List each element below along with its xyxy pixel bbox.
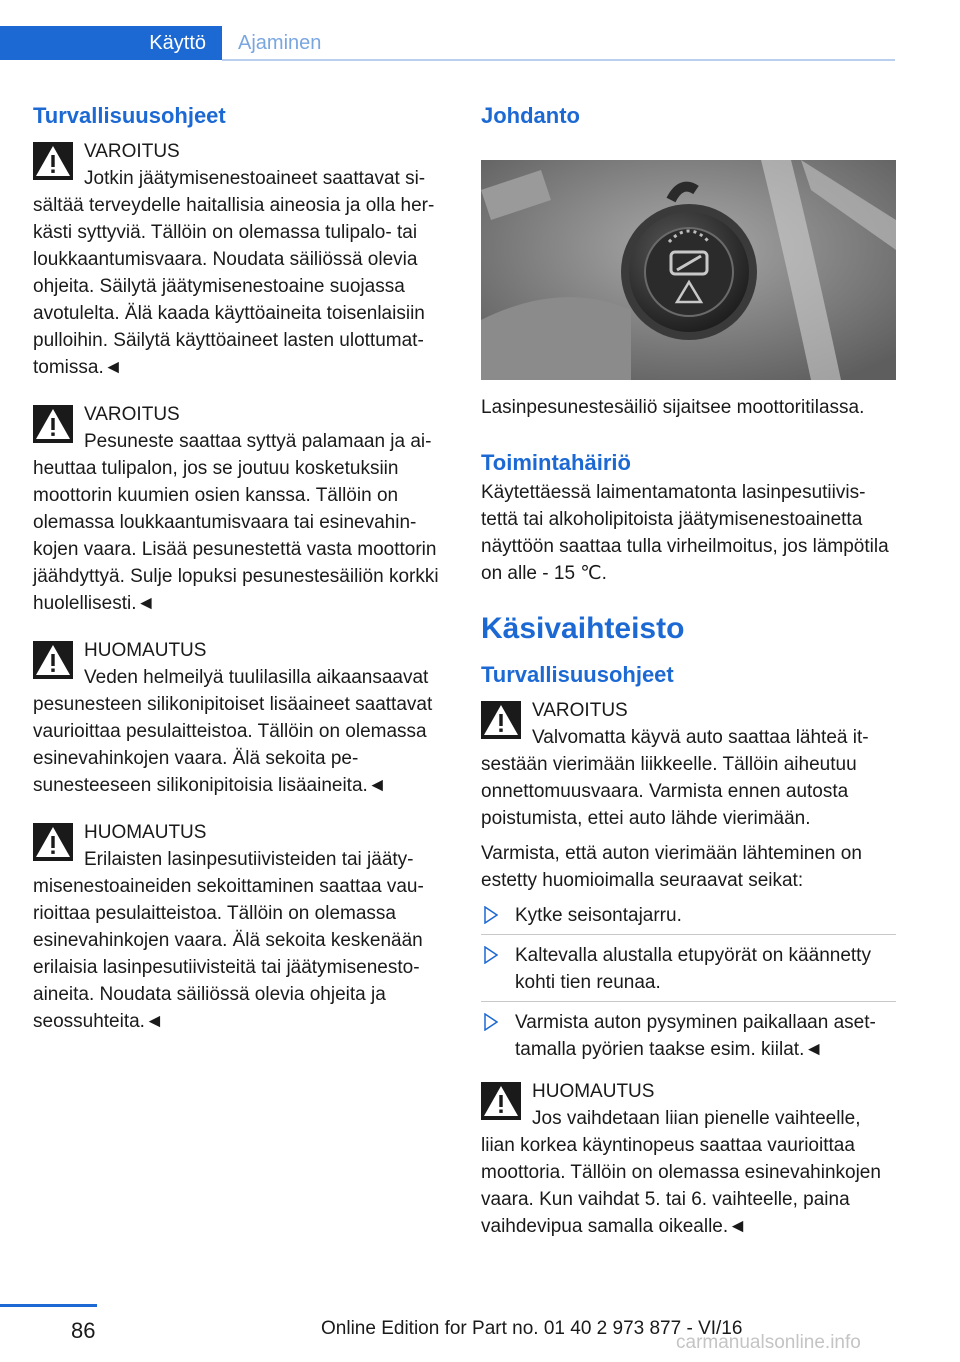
- list-item-text: Kaltevalla alustalla etupyörät on käännetty kohti tien reunaa.: [515, 945, 871, 993]
- watermark[interactable]: carmanualsonline.info: [676, 1332, 861, 1353]
- left-column: [33, 100, 448, 1055]
- intro-heading: Johdanto: [481, 103, 580, 128]
- notice-title: HUOMAUTUS: [532, 1081, 655, 1102]
- washer-reservoir-photo: [481, 160, 896, 380]
- page-footer: [0, 1304, 960, 1362]
- page-number: 86: [71, 1318, 96, 1343]
- warning-triangle-icon: [481, 701, 521, 739]
- tab-ajaminen[interactable]: Ajaminen: [238, 32, 322, 54]
- notice-text: Erilaisten lasinpesutiivisteiden tai jäätymisenestoaineiden sekoittaminen saattaa vaurioittaa pesulaitteistoa. Tällöin on olemassa esinevahinkojen vaara. Älä sekoita keskenään erilaisia lasinpesutiivisteitä tai jäätymisenestoaineita. Noudata säiliössä olevia ohjeita ja seossuhteita.◄: [33, 849, 424, 1032]
- notice-title: HUOMAUTUS: [84, 822, 207, 843]
- bullet-triangle-icon: [484, 906, 498, 924]
- notice-title: HUOMAUTUS: [84, 640, 207, 661]
- warning-block: [33, 138, 448, 381]
- list-item: [481, 902, 896, 935]
- bullet-triangle-icon: [484, 1013, 498, 1031]
- notice-text: Jos vaihdetaan liian pienelle vaihteelle, liian korkea käyntinopeus saattaa vaurioittaa moottoria. Tällöin on olemassa esinevahinkojen vaara. Kun vaihdat 5. tai 6. vaihteelle, paina vaihdevipua samalla oikealle.◄: [481, 1108, 881, 1237]
- footer-accent-bar: [0, 1304, 97, 1307]
- warning-title: VAROITUS: [84, 141, 180, 162]
- rolling-prevention-list: [481, 902, 896, 1068]
- list-item-text: Varmista auton pysyminen paikallaan asettamalla pyörien taakse esim. kiilat.◄: [515, 1012, 876, 1060]
- warning-triangle-icon: [33, 142, 73, 180]
- notice-block: [33, 637, 448, 799]
- warning-block: [481, 697, 896, 832]
- tab-kaytto[interactable]: Käyttö: [0, 26, 222, 60]
- warning-title: VAROITUS: [84, 404, 180, 425]
- list-item: [481, 1009, 896, 1068]
- warning-text: Jotkin jäätymisenestoaineet saattavat sisältää terveydelle haitallisia aineosia ja olla herkästi syttyviä. Tällöin on olemassa tulipalo- tai loukkaantumisvaara. Noudata säiliössä olevia ohjeita. Säilytä jäätymisenestoaine suojassa avotulelta. Älä kaada käyttöaineita toisenlaisiin pulloihin. Säilytä käyttöaineet lasten ulottumattomissa.◄: [33, 168, 435, 378]
- malfunction-text: Käytettäessä laimentamatonta lasinpesutiivistettä tai alkoholipitoista jäätymisenestoainetta näyttöön saattaa tulla virheilmoitus, jos lämpötila on alle - 15 ℃.: [481, 482, 889, 584]
- list-item: [481, 942, 896, 1002]
- warning-title: VAROITUS: [532, 700, 628, 721]
- warning-block: [33, 401, 448, 617]
- washer-cap-illustration: [481, 160, 896, 380]
- section-title: Käsivaihteisto: [481, 612, 685, 645]
- warning-triangle-icon: [33, 823, 73, 861]
- warning-text: Pesuneste saattaa syttyä palamaan ja aiheuttaa tulipalon, jos se joutuu kosketuksiin moottorin kuumien osien kanssa. Tällöin on olemassa loukkaantumisvaara tai esinevahinkojen vaara. Lisää pesunestettä vasta moottorin jäähdyttyä. Sulje lopuksi pesunestesäiliön korkki huolellisesti.◄: [33, 431, 439, 614]
- photo-caption: Lasinpesunestesäiliö sijaitsee moottoritilassa.: [481, 397, 865, 418]
- rolling-prevention-intro: Varmista, että auton vierimään lähteminen on estetty huomioimalla seuraavat seikat:: [481, 843, 862, 891]
- bullet-triangle-icon: [484, 946, 498, 964]
- manual-gearbox-safety-heading: Turvallisuusohjeet: [481, 662, 674, 687]
- list-item-text: Kytke seisontajarru.: [515, 905, 682, 926]
- notice-block: [33, 819, 448, 1035]
- notice-text: Veden helmeilyä tuulilasilla aikaansaavat pesunesteen silikonipitoiset lisäaineet saattavat vaurioittaa pesulaitteistoa. Tällöin on olemassa esinevahinkojen vaara. Älä sekoita pesunesteeseen silikonipitoisia lisäaineita.◄: [33, 667, 433, 796]
- warning-text: Valvomatta käyvä auto saattaa lähteä itsestään vierimään liikkeelle. Tällöin aiheutuu onnettomuusvaara. Varmista ennen autosta poistumista, ettei auto lähde vierimään.: [481, 727, 869, 829]
- safety-heading: Turvallisuusohjeet: [33, 103, 226, 128]
- malfunction-heading: Toimintahäiriö: [481, 450, 631, 475]
- header-bar: [0, 26, 895, 62]
- header-rule: [222, 59, 895, 61]
- warning-triangle-icon: [33, 641, 73, 679]
- notice-block: [481, 1078, 896, 1240]
- right-column: [481, 100, 896, 1260]
- warning-triangle-icon: [33, 405, 73, 443]
- edition-text: Online Edition for Part no. 01 40 2 973 877 - VI/16: [321, 1318, 743, 1339]
- warning-triangle-icon: [481, 1082, 521, 1120]
